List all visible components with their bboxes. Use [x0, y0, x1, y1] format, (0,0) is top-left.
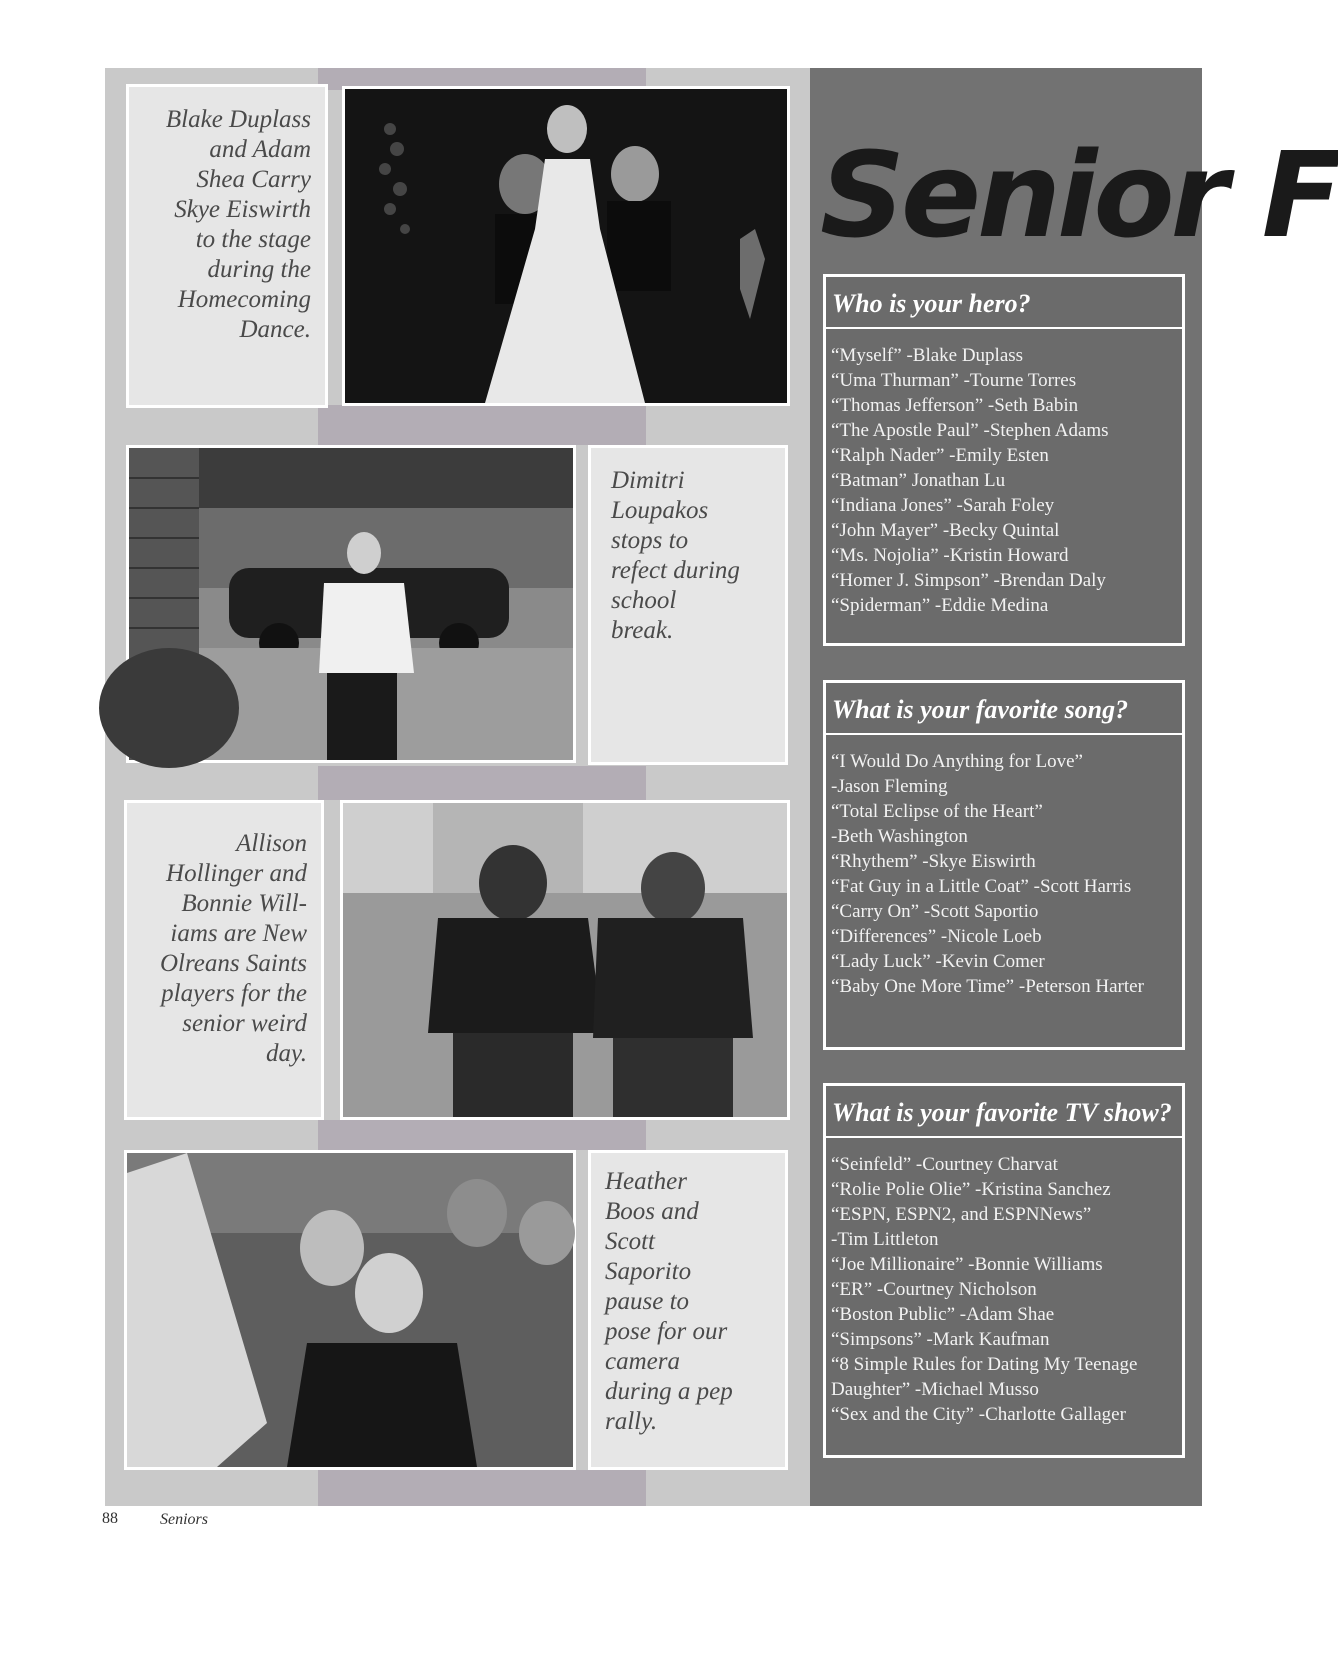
page-number: 88 — [102, 1510, 118, 1527]
caption-line: Saporito — [605, 1258, 692, 1285]
photo-dimitri — [126, 445, 576, 763]
accent-strip — [318, 1470, 646, 1506]
caption-line: day. — [266, 1040, 307, 1067]
caption-line: Allison — [236, 830, 307, 857]
answer-item: “Rolie Polie Olie” -Kristina Sanchez — [831, 1179, 1111, 1200]
caption-line: to the stage — [195, 226, 311, 253]
answer-item: “Seinfeld” -Courtney Charvat — [831, 1154, 1058, 1175]
answer-item: “Indiana Jones” -Sarah Foley — [831, 495, 1055, 516]
answer-item: “Total Eclipse of the Heart” — [831, 801, 1043, 822]
answer-item: -Jason Fleming — [831, 776, 948, 797]
question-heading: What is your favorite TV show? — [826, 1086, 1182, 1138]
answer-list — [826, 329, 1182, 624]
caption-line: during a pep — [605, 1378, 733, 1405]
caption-line: Shea Carry — [196, 166, 311, 193]
answer-item: “Spiderman” -Eddie Medina — [831, 595, 1049, 616]
answer-item: “Thomas Jefferson” -Seth Babin — [831, 395, 1079, 416]
caption-line: Olreans Saints — [160, 950, 307, 977]
answer-item: “I Would Do Anything for Love” — [831, 751, 1083, 772]
answer-item: “Carry On” -Scott Saportio — [831, 901, 1039, 922]
question-box-tv — [823, 1083, 1185, 1458]
answer-item: “Fat Guy in a Little Coat” -Scott Harris — [831, 876, 1132, 897]
page-title: Senior F — [820, 126, 1338, 264]
caption-line: pose for our — [605, 1318, 728, 1345]
caption-line: stops to — [611, 527, 689, 554]
caption-line: Boos and — [605, 1198, 699, 1225]
accent-strip — [318, 766, 646, 800]
answer-item: “The Apostle Paul” -Stephen Adams — [831, 420, 1109, 441]
answer-item: “ER” -Courtney Nicholson — [831, 1279, 1037, 1300]
question-box-hero — [823, 274, 1185, 646]
answer-item: “Differences” -Nicole Loeb — [831, 926, 1042, 947]
caption-line: players for the — [161, 980, 307, 1007]
answer-item: “Ralph Nader” -Emily Esten — [831, 445, 1049, 466]
caption-line: Loupakos — [611, 497, 709, 524]
answer-item: “Uma Thurman” -Tourne Torres — [831, 370, 1077, 391]
answer-item: “Rhythem” -Skye Eiswirth — [831, 851, 1036, 872]
caption-dimitri — [588, 445, 788, 765]
caption-line: Dance. — [239, 316, 311, 343]
caption-line: during the — [207, 256, 311, 283]
answer-item: “8 Simple Rules for Dating My Teenage Daughter” -Michael Musso — [831, 1354, 1138, 1400]
caption-line: Blake Duplass — [165, 106, 311, 133]
caption-line: Bonnie Will- — [181, 890, 307, 917]
answer-item: “Lady Luck” -Kevin Comer — [831, 951, 1045, 972]
caption-line: Skye Eiswirth — [174, 196, 311, 223]
question-heading: Who is your hero? — [826, 277, 1182, 329]
answer-item: “Joe Millionaire” -Bonnie Williams — [831, 1254, 1103, 1275]
photo-saints-players — [340, 800, 790, 1120]
answer-item: “Batman” Jonathan Lu — [831, 470, 1006, 491]
caption-line: pause to — [605, 1288, 690, 1315]
answer-item: “Baby One More Time” -Peterson Harter — [831, 976, 1144, 997]
caption-line: school — [611, 587, 677, 614]
caption-line: Scott — [605, 1228, 655, 1255]
caption-line: camera — [605, 1348, 680, 1375]
accent-strip — [318, 405, 646, 445]
answer-item: “Myself” -Blake Duplass — [831, 345, 1024, 366]
answer-item: “Ms. Nojolia” -Kristin Howard — [831, 545, 1069, 566]
answer-list — [826, 735, 1182, 1005]
photo-homecoming-dance — [342, 86, 790, 406]
caption-line: break. — [611, 617, 674, 644]
section-label: Seniors — [160, 1511, 208, 1528]
answer-item: -Beth Washington — [831, 826, 968, 847]
photo-pep-rally — [124, 1150, 576, 1470]
caption-line: rally. — [605, 1408, 658, 1435]
caption-saints — [124, 800, 324, 1120]
answer-item: -Tim Littleton — [831, 1229, 939, 1250]
caption-homecoming — [126, 84, 328, 408]
caption-line: Homecoming — [177, 286, 311, 313]
answer-item: “ESPN, ESPN2, and ESPNNews” — [831, 1204, 1092, 1225]
accent-strip — [318, 1120, 646, 1150]
question-heading: What is your favorite song? — [826, 683, 1182, 735]
caption-line: refect during — [611, 557, 740, 584]
answer-item: “John Mayer” -Becky Quintal — [831, 520, 1060, 541]
question-box-song — [823, 680, 1185, 1050]
answer-item: “Sex and the City” -Charlotte Gallager — [831, 1404, 1126, 1425]
caption-line: Dimitri — [611, 467, 685, 494]
caption-line: senior weird — [182, 1010, 307, 1037]
caption-line: Heather — [605, 1168, 687, 1195]
answer-item: “Homer J. Simpson” -Brendan Daly — [831, 570, 1106, 591]
answer-list — [826, 1138, 1182, 1433]
caption-line: and Adam — [209, 136, 311, 163]
answer-item: “Boston Public” -Adam Shae — [831, 1304, 1055, 1325]
caption-line: iams are New — [170, 920, 307, 947]
caption-line: Hollinger and — [166, 860, 307, 887]
caption-pep-rally — [588, 1150, 788, 1470]
answer-item: “Simpsons” -Mark Kaufman — [831, 1329, 1050, 1350]
